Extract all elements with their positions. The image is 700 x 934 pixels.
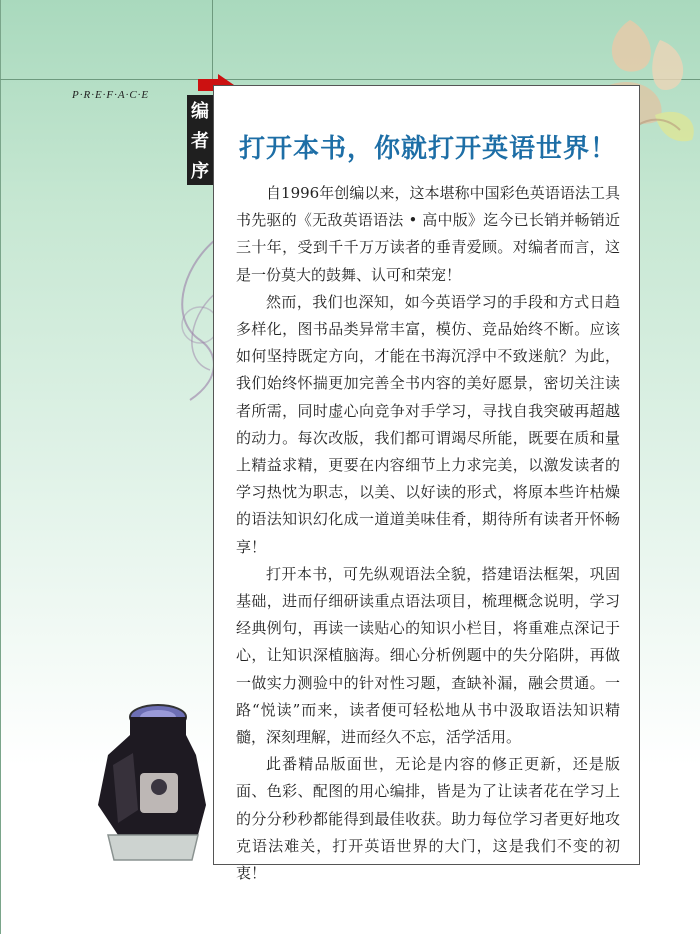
preface-label: P·R·E·F·A·C·E — [72, 89, 150, 101]
tag-char-1: 编 — [191, 101, 209, 122]
tag-char-2: 者 — [191, 131, 209, 152]
preface-body — [236, 180, 620, 887]
paragraph-2: 然而，我们也深知，如今英语学习的手段和方式日趋多样化，图书品类异常丰富，模仿、竞品始终不断。应该如何坚持既定方向，才能在书海沉浮中不致迷航？为此，我们始终怀揣更加完善全书内容的美好愿景，密切关注读者所需，同时虚心向竞争对手学习，寻找自我突破再超越的动力。每次改版，我们都可谓竭尽所能，既要在质和量上精益求精，更要在内容细节上力求完美，以激发读者的学习热忱为职志，以美、以好读的形式，将原本些许枯燥的语法知识幻化成一道道美味佳肴，期待所有读者开怀畅享！ — [236, 292, 620, 556]
paragraph-4: 此番精品版面世，无论是内容的修正更新，还是版面、色彩、配图的用心编排，皆是为了让读者花在学习上的分分秒秒都能得到最佳收获。助力每位学习者更好地攻克语法难关，打开英语世界的大门，这是我们不变的初衷！ — [236, 755, 620, 883]
left-guide-line — [0, 0, 1, 934]
inkwell-icon — [88, 695, 206, 865]
preface-vertical-tag — [187, 95, 213, 185]
tag-char-3: 序 — [191, 161, 209, 182]
paragraph-3: 打开本书，可先纵观语法全貌，搭建语法框架，巩固基础，进而仔细研读重点语法项目，梳理概念说明，学习经典例句，再读一读贴心的知识小栏目，将重难点深记于心，让知识深植脑海。细心分析例题中的失分陷阱，再做一做实力测验中的针对性习题，查缺补漏，融会贯通。一路“悦读”而来，读者便可轻松地从书中汲取语法知识精髓，深刻理解，进而经久不忘，活学活用。 — [236, 564, 620, 747]
paragraph-1: 自1996年创编以来，这本堪称中国彩色英语语法工具书先驱的《无敌英语语法 • 高中版》迄今已长销并畅销近三十年，受到千千万万读者的垂青爱顾。对编者而言，这是一份莫大的鼓舞、认可和荣宠！ — [236, 184, 620, 284]
page-title: 打开本书，你就打开英语世界！ — [239, 134, 618, 164]
vertical-guide-line — [212, 0, 213, 80]
